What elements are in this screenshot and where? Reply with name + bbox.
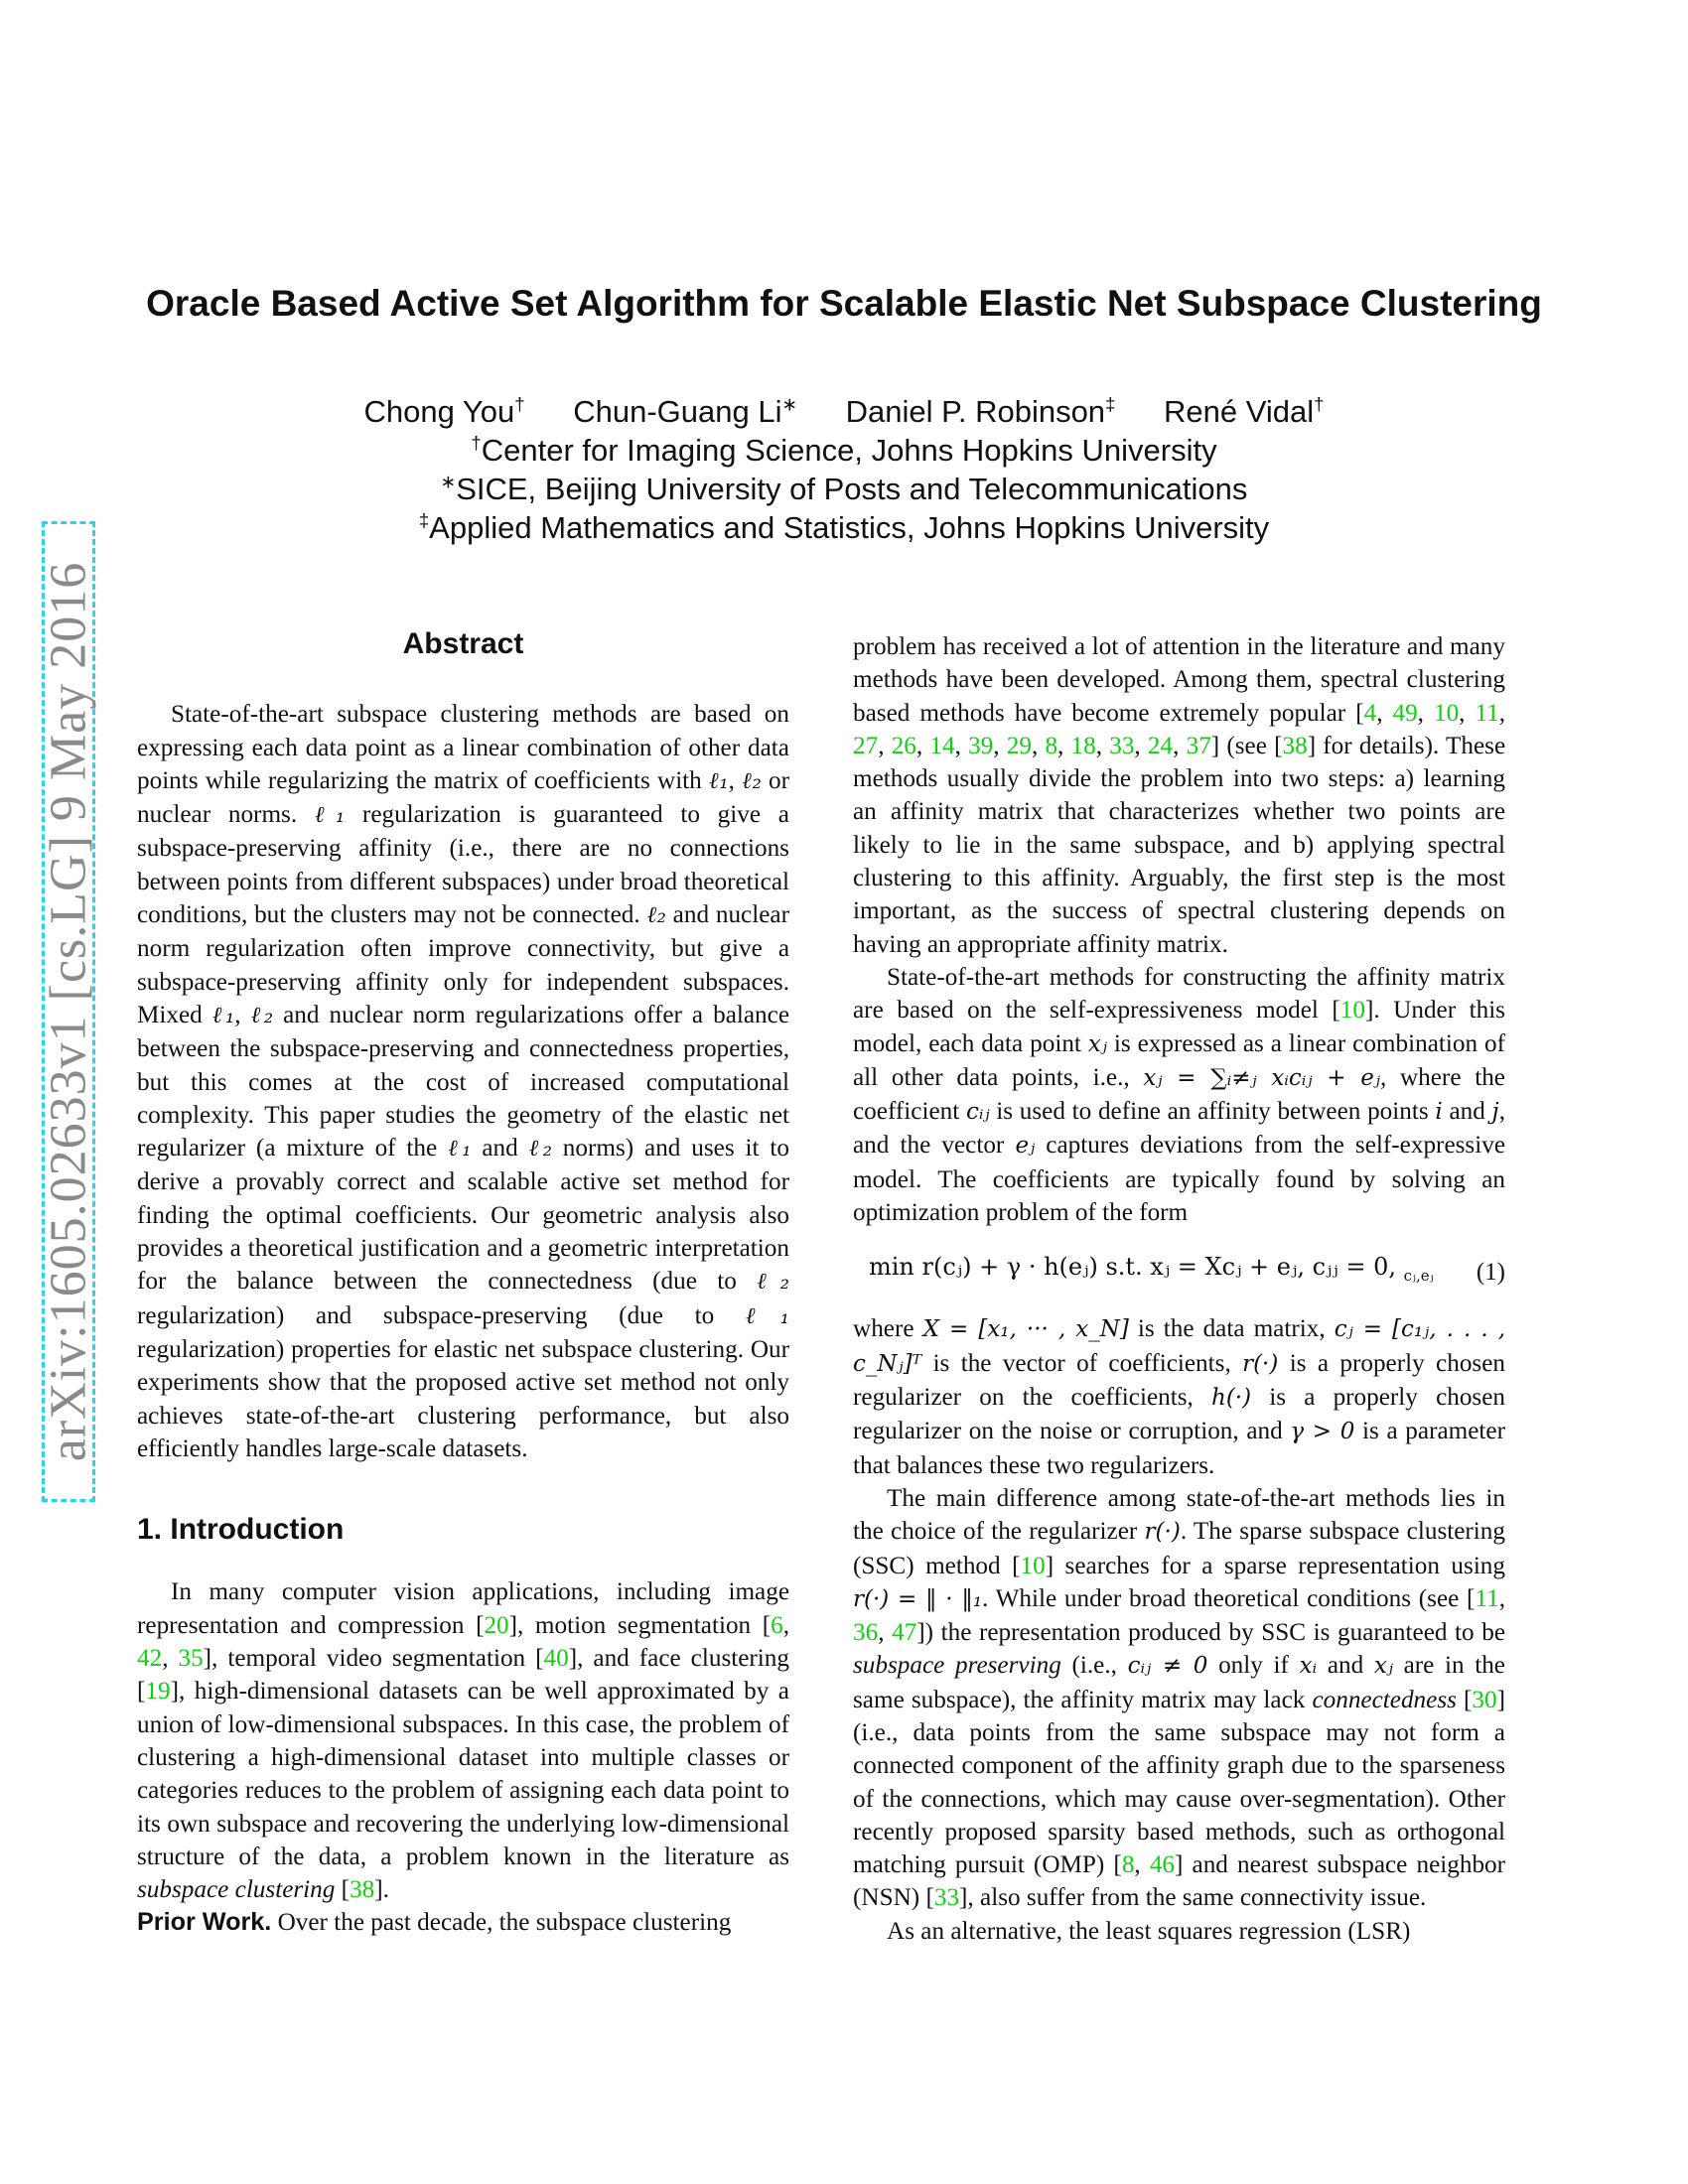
citation-link[interactable]: 49 bbox=[1392, 699, 1418, 727]
citation-link[interactable]: 33 bbox=[933, 1884, 960, 1912]
introduction-heading: 1. Introduction bbox=[137, 1513, 345, 1547]
prior-work-label: Prior Work. bbox=[137, 1908, 272, 1937]
citation-link[interactable]: 26 bbox=[891, 732, 916, 759]
affiliation: †Center for Imaging Science, Johns Hopkins University bbox=[471, 432, 1217, 468]
prior-work-paragraph: Prior Work. Over the past decade, the subspace clustering bbox=[137, 1908, 732, 1937]
equation-body: min r(cⱼ) + γ · h(eⱼ) s.t. xⱼ = Xcⱼ + eⱼ, cⱼⱼ = 0, $_{cⱼ,eⱼ}$ bbox=[869, 1253, 1434, 1286]
author: Chong You† bbox=[363, 393, 525, 429]
author-list bbox=[99, 392, 1589, 431]
arxiv-stamp-text: arXiv:1605.02633v1 [cs.LG] 9 May 2016 bbox=[40, 561, 97, 1462]
citation-link[interactable]: 11 bbox=[1475, 1584, 1499, 1612]
citation-link[interactable]: 27 bbox=[853, 732, 879, 759]
citation-link[interactable]: 47 bbox=[892, 1619, 917, 1647]
citation-link[interactable]: 14 bbox=[929, 732, 955, 759]
citation-link[interactable]: 18 bbox=[1070, 732, 1096, 759]
citation-link[interactable]: 33 bbox=[1109, 732, 1135, 759]
author: Chun-Guang Li∗ bbox=[573, 393, 798, 429]
author: Daniel P. Robinson‡ bbox=[845, 393, 1116, 429]
paper-title: Oracle Based Active Set Algorithm for Scalable Elastic Net Subspace Clustering bbox=[146, 283, 1542, 324]
citation-link[interactable]: 36 bbox=[853, 1619, 879, 1647]
citation-link[interactable]: 11 bbox=[1475, 699, 1499, 727]
citation-link[interactable]: 20 bbox=[484, 1611, 509, 1639]
citation-link[interactable]: 10 bbox=[1433, 699, 1460, 727]
body-paragraph: where X = [x₁, ··· , x_N] is the data matrix, cⱼ = [c₁ⱼ, . . . , c_Nⱼ]ᵀ is the vector of coefficients, r(·) is a properly chosen regularizer on the coefficients, h(·) is a properly chosen regularizer on the noise or corruption, and γ > 0 is a parameter that balances these two regularizers. bbox=[853, 1315, 1506, 1479]
author-block bbox=[99, 392, 1589, 547]
citation-link[interactable]: 39 bbox=[968, 732, 994, 759]
citation-link[interactable]: 46 bbox=[1149, 1851, 1176, 1879]
introduction-paragraph: In many computer vision applications, including image representation and compression [20], motion segmentation [6, 42, 35], temporal video segmentation [40], and face clustering [19], high-dimensional datasets can be well approximated by a union of low-dimensional subspaces. In this case, the problem of clustering a high-dimensional dataset into multiple classes or categories reduces to the problem of assigning each data point to its own subspace and recovering the underlying low-dimensional structure of the data, a problem known in the literature as subspace clustering [38]. bbox=[137, 1578, 789, 1904]
body-paragraph: The main difference among state-of-the-art methods lies in the choice of the regularizer r(·). The sparse subspace clustering (SSC) method [10] searches for a sparse representation using r(·) = ‖ · ‖₁. While under broad theoretical conditions (see [11, 36, 47]) the representation produced by SSC is guaranteed to be subspace preserving (i.e., cᵢⱼ ≠ 0 only if xᵢ and xⱼ are in the same subspace), the affinity matrix may lack connectedness [30] (i.e., data points from the same subspace may not form a connected component of the affinity graph due to the sparseness of the connections, which may cause over-segmentation). Other recently proposed sparsity based methods, such as orthogonal matching pursuit (OMP) [8, 46] and nearest subspace neighbor (NSN) [33], also suffer from the same connectivity issue. bbox=[853, 1484, 1506, 1912]
citation-link[interactable]: 37 bbox=[1186, 732, 1211, 759]
citation-link[interactable]: 42 bbox=[137, 1645, 163, 1673]
body-paragraph: State-of-the-art methods for constructing the affinity matrix are based on the self-expressiveness model [10]. Under this model, each data point xⱼ is expressed as a linear combination of all other data points, i.e., xⱼ = ∑ᵢ≠ⱼ xᵢcᵢⱼ + eⱼ, where the coefficient cᵢⱼ is used to define an affinity between points i and j, and the vector eⱼ captures deviations from the self-expressive model. The coefficients are typically found by solving an optimization problem of the form bbox=[853, 963, 1505, 1227]
citation-link[interactable]: 10 bbox=[1020, 1552, 1046, 1579]
equation-1 bbox=[853, 1251, 1505, 1293]
citation-link[interactable]: 29 bbox=[1006, 732, 1032, 759]
body-paragraph: problem has received a lot of attention in the literature and many methods have been developed. Among them, spectral clustering based methods have become extremely popular [4, 49, 10, 11, 27, 26, 14, 39, 29, 8, 18, 33, 24, 37] (see [38] for details). These methods usually divide the problem into two steps: a) learning an affinity matrix that characterizes whether two points are likely to lie in the same subspace, and b) applying spectral clustering to this affinity. Arguably, the first step is the most important, as the success of spectral clustering depends on having an appropriate affinity matrix. bbox=[853, 633, 1506, 958]
abstract-text: State-of-the-art subspace clustering methods are based on expressing each data point as a linear combination of other data points while regularizing the matrix of coefficients with ℓ₁, ℓ₂ or nuclear norms. ℓ₁ regularization is guaranteed to give a subspace-preserving affinity (i.e., there are no connections between points from different subspaces) under broad theoretical conditions, but the clusters may not be connected. ℓ₂ and nuclear norm regularization often improve connectivity, but give a subspace-preserving affinity only for independent subspaces. Mixed ℓ₁, ℓ₂ and nuclear norm regularizations offer a balance between the subspace-preserving and connectedness properties, but this comes at the cost of increased computational complexity. This paper studies the geometry of the elastic net regularizer (a mixture of the ℓ₁ and ℓ₂ norms) and uses it to derive a provably correct and scalable active set method for finding the optimal coefficients. Our geometric analysis also provides a theoretical justification and a geometric interpretation for the balance between the connectedness (due to ℓ₂ regularization) and subspace-preserving (due to ℓ₁ regularization) properties for elastic net subspace clustering. Our experiments show that the proposed active set method not only achieves state-of-the-art clustering performance, but also efficiently handles large-scale datasets. bbox=[137, 701, 789, 1462]
citation-link[interactable]: 38 bbox=[350, 1876, 375, 1904]
body-paragraph: As an alternative, the least squares regression (LSR) bbox=[887, 1917, 1411, 1945]
left-column bbox=[137, 627, 789, 1940]
citation-link[interactable]: 8 bbox=[1045, 732, 1058, 759]
citation-link[interactable]: 4 bbox=[1363, 699, 1377, 727]
affiliation: ‡Applied Mathematics and Statistics, Johns Hopkins University bbox=[418, 509, 1270, 545]
citation-link[interactable]: 24 bbox=[1147, 732, 1174, 759]
citation-link[interactable]: 8 bbox=[1121, 1851, 1135, 1879]
arxiv-stamp bbox=[42, 521, 95, 1502]
citation-list: 4, 49, 10, 11, 27, 26, 14, 39, 29, 8, 18, 33, 24, 37 bbox=[853, 699, 1506, 759]
citation-link[interactable]: 19 bbox=[145, 1678, 171, 1706]
citation-link[interactable]: 35 bbox=[178, 1645, 204, 1673]
abstract-heading: Abstract bbox=[402, 627, 524, 660]
citation-link[interactable]: 30 bbox=[1472, 1686, 1497, 1713]
citation-link[interactable]: 38 bbox=[1282, 732, 1308, 759]
right-column bbox=[853, 630, 1505, 1948]
equation-number: (1) bbox=[1476, 1258, 1505, 1286]
author: René Vidal† bbox=[1164, 393, 1325, 429]
citation-link[interactable]: 10 bbox=[1339, 997, 1365, 1024]
citation-link[interactable]: 6 bbox=[771, 1611, 783, 1639]
citation-link[interactable]: 40 bbox=[543, 1645, 569, 1673]
affiliation: ∗SICE, Beijing University of Posts and Telecommunications bbox=[440, 471, 1248, 506]
